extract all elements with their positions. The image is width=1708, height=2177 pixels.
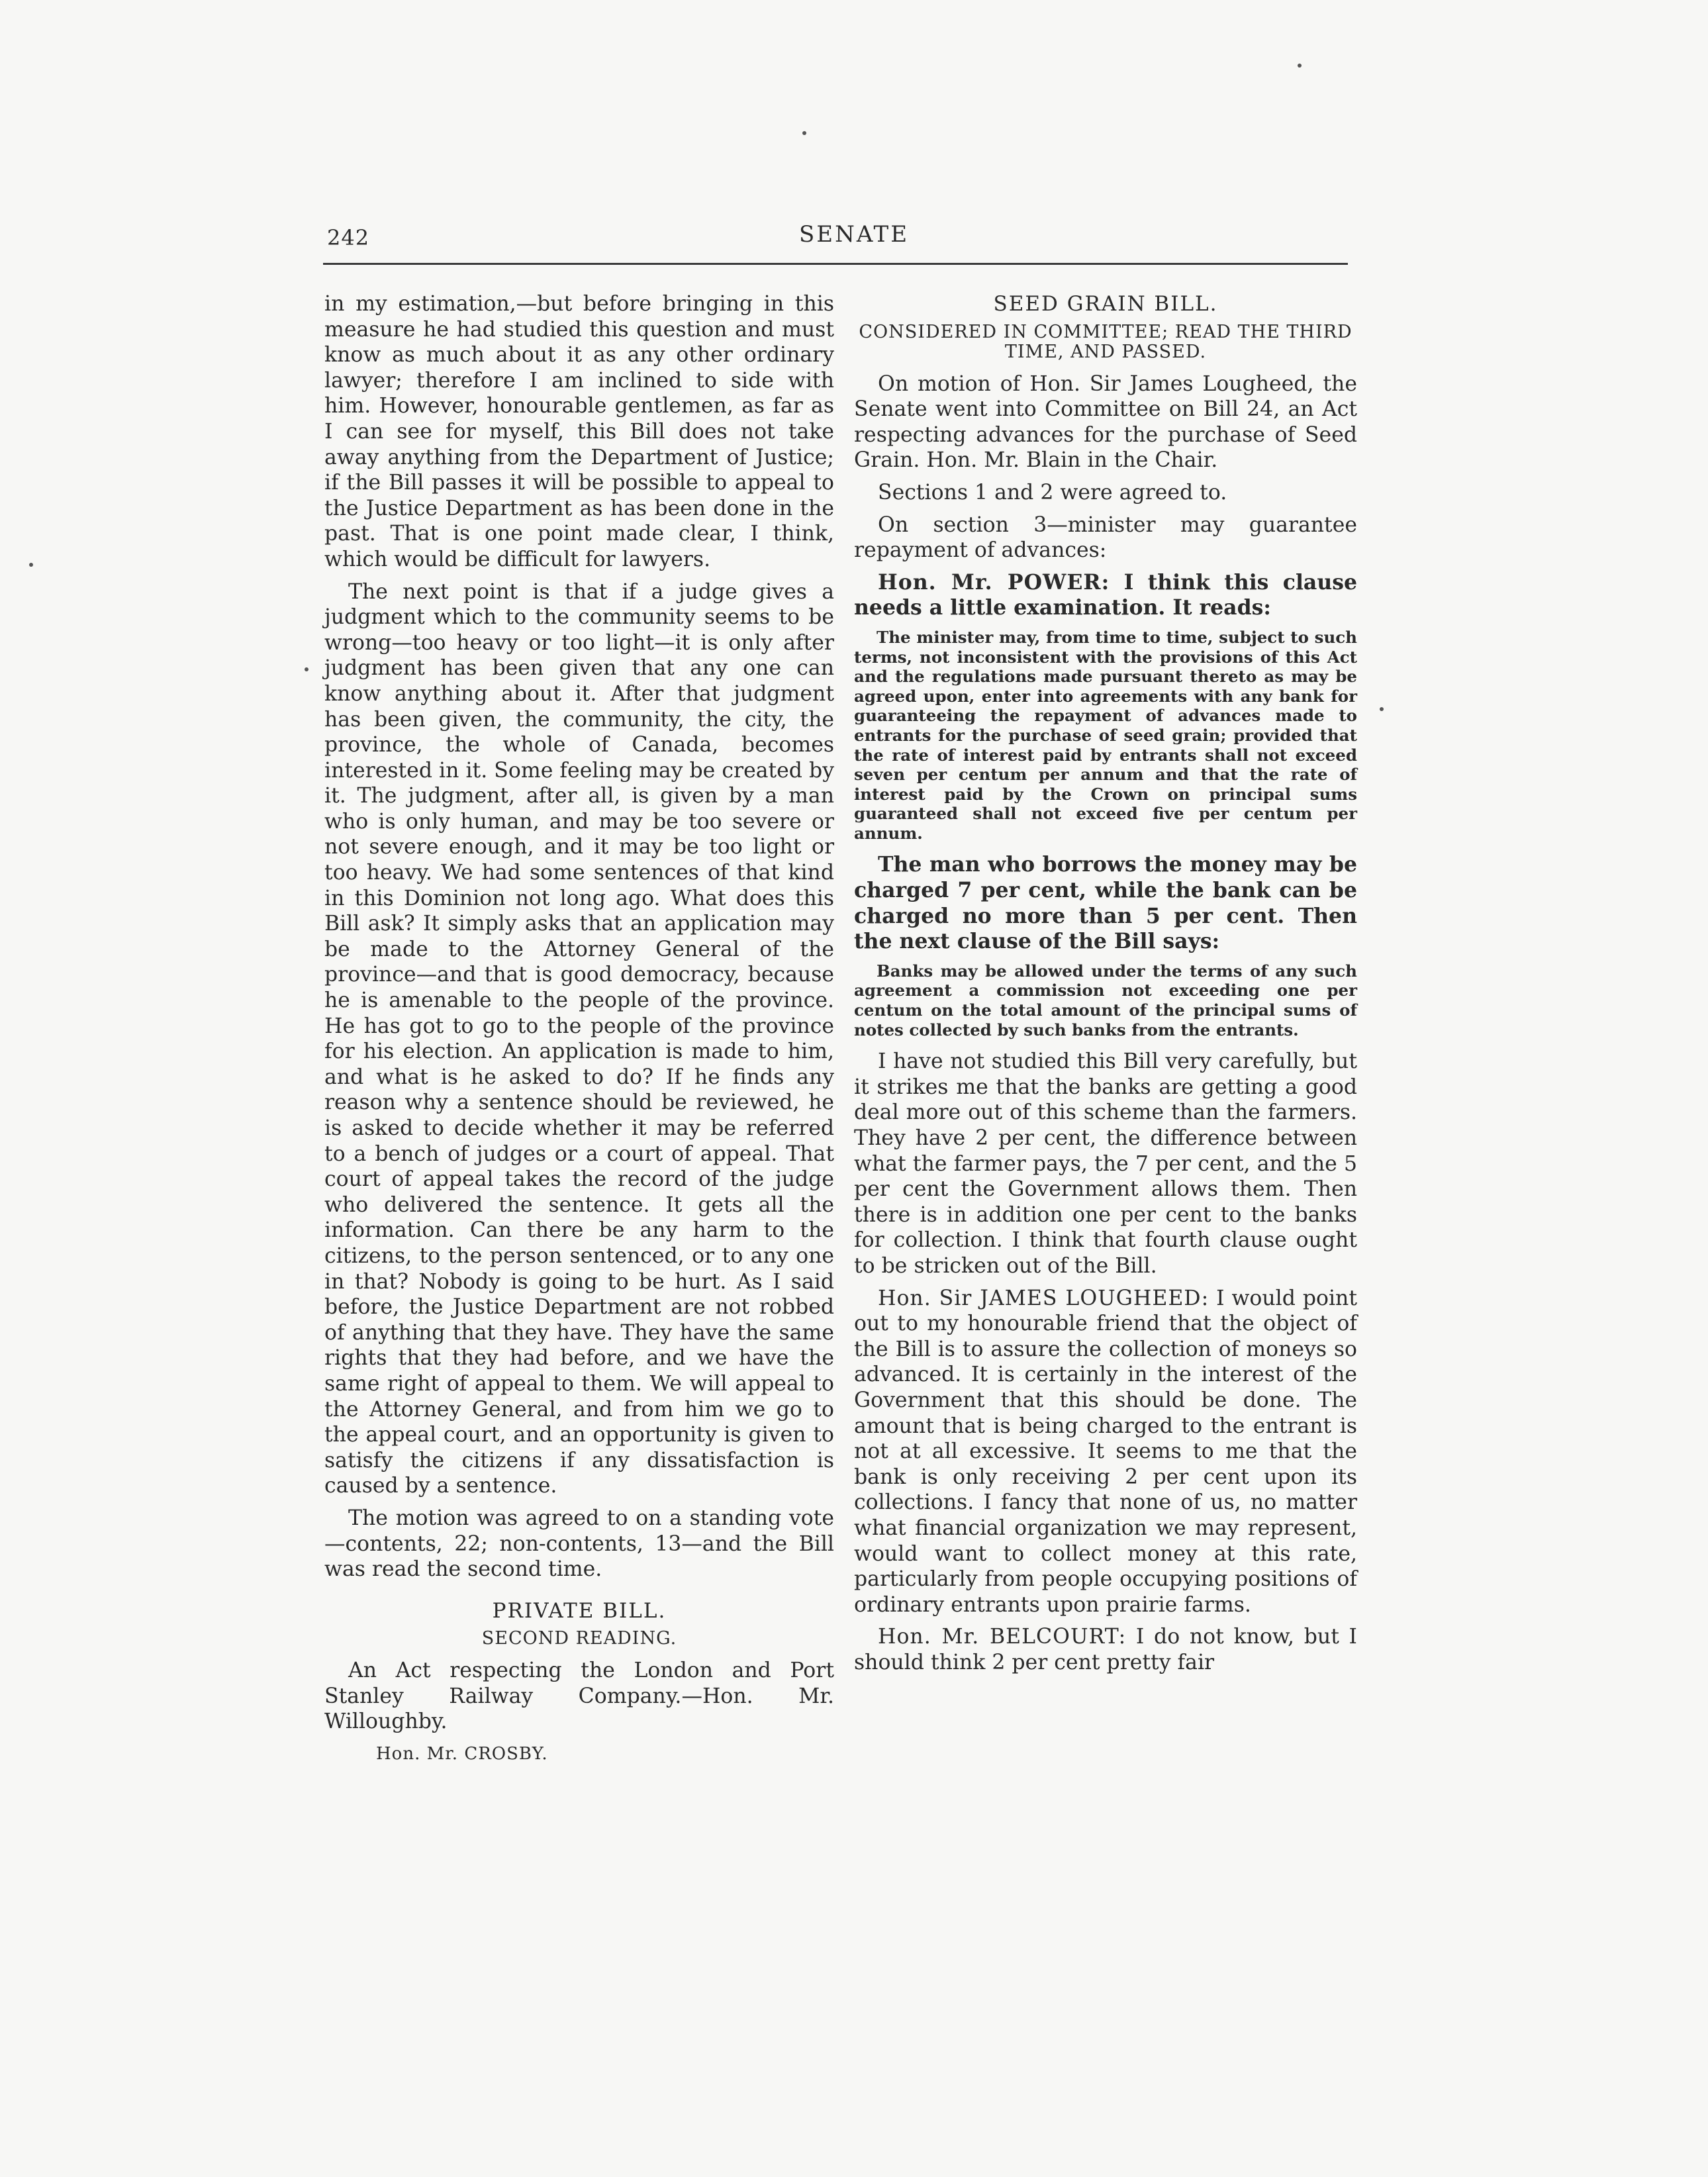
speaker-signature: Hon. Mr. CROSBY. [376, 1744, 548, 1765]
speaker-name: Hon. Mr. POWER: [878, 569, 1110, 595]
scan-speck [1298, 64, 1302, 68]
speaker-name: Hon. Sir JAMES LOUGHEED: [878, 1286, 1210, 1310]
paragraph [854, 570, 1357, 621]
page-number: 242 [327, 225, 370, 250]
paragraph: An Act respecting the London and Port Stanley Railway Company.—Hon. Mr. Willoughby. [324, 1659, 834, 1734]
right-column [854, 291, 1357, 1682]
section-subtitle: CONSIDERED IN COMMITTEE; READ THE THIRD TIME, AND PASSED. [859, 321, 1352, 362]
paragraph: On section 3—minister may guarantee repayment of advances: [854, 512, 1357, 563]
scan-speck [29, 563, 33, 567]
paragraph: Sections 1 and 2 were agreed to. [878, 480, 1227, 505]
block-quote: The minister may, from time to time, subject to such terms, not inconsistent with the provisions of this Act and the regulations made pursuant thereto as may be agreed upon, enter into agreements with any bank for guaranteeing the repayment of advances made to entrants for the purchase of seed grain; provided that the rate of interest paid by entrants shall not exceed seven per centum per annum and that the rate of interest paid by the Crown on principal sums guaranteed shall not exceed five per centum per annum. [854, 627, 1357, 843]
header-rule [323, 263, 1348, 265]
block-quote: Banks may be allowed under the terms of any such agreement a commission not exceeding one per centum on the total amount of the principal sums of notes collected by such banks from the entrants. [854, 961, 1357, 1040]
paragraph: The next point is that if a judge gives a judgment which to the community seems to be wrong—too heavy or too light—it is only after judgment has been given that any one can know anything about it. After that judgment has been given, the community, the city, the province, the whole of Canada, becomes interested in it. Some feeling may be created by it. The judgment, after all, is given by a man who is only human, and may be too severe or not severe enough, and it may be too light or too heavy. We had some sentences of that kind in this Dominion not long ago. What does this Bill ask? It simply asks that an application may be made to the Attorney General of the province—and that is good democracy, because he is amenable to the people of the province. He has got to go to the people of the province for his election. An application is made to him, and what is he asked to do? If he finds any reason why a sentence should be reviewed, he is asked to decide whether it may be referred to a bench of judges or a court of appeal. That court of appeal takes the record of the judge who delivered the sentence. It gets all the information. Can there be any harm to the citizens, to the person sentenced, or to any one in that? Nobody is going to be hurt. As I said before, the Justice Department are not robbed of anything that they have. They have the same rights that they had before, and we have the same right of appeal to them. We will appeal to the Attorney General, and from him we go to the appeal court, and an opportunity is given to satisfy the citizens if any dissatisfaction is caused by a sentence. [324, 579, 834, 1498]
section-title: PRIVATE BILL. [492, 1598, 667, 1623]
scan-speck [802, 131, 806, 135]
speech-text: I do not know, but I should think 2 per cent pretty fair [854, 1625, 1357, 1674]
paragraph: The motion was agreed to on a standing vote—contents, 22; non-contents, 13—and the Bill was read the second time. [324, 1506, 834, 1582]
running-head: SENATE [798, 221, 910, 248]
speech-text: I think this clause needs a little examination. It reads: [854, 569, 1357, 620]
section-subtitle: SECOND READING. [481, 1628, 677, 1649]
paragraph [854, 1624, 1357, 1675]
paragraph [854, 1286, 1357, 1618]
speech-text: I would point out to my honourable friend that the object of the Bill is to assure the collection of moneys so advanced. It is certainly in the interest of the Government that this should be done. The amount that is being charged to the entrant is not at all excessive. It seems to me that the bank is only receiving 2 per cent upon its collections. I fancy that none of us, no matter what financial organization we may represent, would want to collect money at this rate, particularly from people occupying positions of ordinary entrants upon prairie farms. [854, 1286, 1357, 1617]
paragraph: I have not studied this Bill very carefully, but it strikes me that the banks are getting a good deal more out of this scheme than the farmers. They have 2 per cent, the difference between what the farmer pays, the 7 per cent, and the 5 per cent the Government allows them. Then there is in addition one per cent to the banks for collection. I think that fourth clause ought to be stricken out of the Bill. [854, 1049, 1357, 1278]
left-column [324, 291, 834, 1774]
section-title: SEED GRAIN BILL. [993, 292, 1218, 316]
scan-speck [1380, 707, 1384, 711]
scan-speck [305, 667, 308, 671]
paragraph: On motion of Hon. Sir James Lougheed, the Senate went into Committee on Bill 24, an Act respecting advances for the purchase of Seed Grain. Hon. Mr. Blain in the Chair. [854, 371, 1357, 473]
speaker-name: Hon. Mr. BELCOURT: [878, 1625, 1127, 1649]
paragraph: in my estimation,—but before bringing in this measure he had studied this question and must know as much about it as any other ordinary lawyer; therefore I am inclined to side with him. However, honourable gentlemen, as far as I can see for myself, this Bill does not take away anything from the Department of Justice; if the Bill passes it will be possible to appeal to the Justice Department as has been done in the past. That is one point made clear, I think, which would be difficult for lawyers. [324, 292, 834, 571]
paragraph: The man who borrows the money may be charged 7 per cent, while the bank can be charged no more than 5 per cent. Then the next clause of the Bill says: [854, 852, 1357, 954]
